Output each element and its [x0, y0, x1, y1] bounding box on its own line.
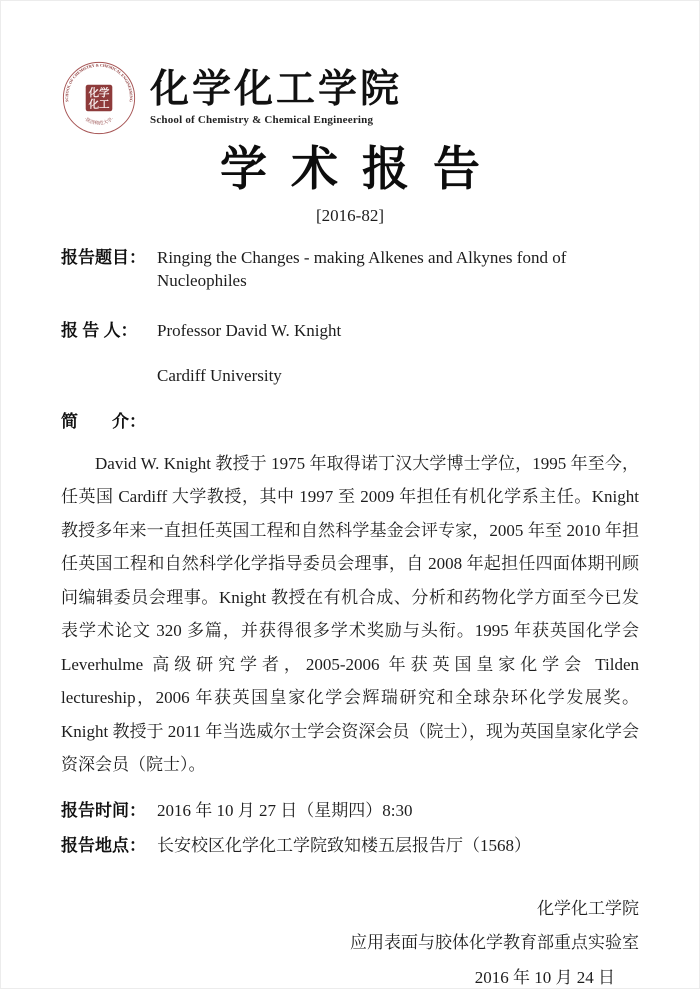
speaker-affiliation: Cardiff University: [157, 365, 282, 385]
school-name-chinese: 化学化工学院: [150, 68, 403, 112]
speaker-name: Professor David W. Knight: [157, 320, 342, 340]
svg-text:·陕西师范大学·: [83, 116, 115, 127]
report-title-value: Ringing the Changes - making Alkenes and Alkynes fond of Nucleophiles: [157, 248, 567, 290]
document-title: 学术报告: [220, 144, 504, 196]
footer-date: 2016 年 10 月 24 日: [474, 968, 615, 988]
report-time-value: 2016 年 10 月 27 日（星期四）8:30: [157, 800, 413, 820]
introduction-paragraph: David W. Knight 教授于 1975 年取得诺丁汉大学博士学位，1995 年至今，任英国 Cardiff 大学教授，其中 1997 至 2009 年担任有机化学系主任。Knight 教授多年来一直担任英国工程和自然科学基金会评专家，2005 年至 2010 年担任英国工程和自然科学化学指导委员会理事，自 2008 年起担任四面体期刊顾问编辑委员会理事。Knight 教授在有机合成、分析和药物化学方面至今已发表学术论文 320 多篇，并获得很多学术奖励与头衔。1995 年获英国化学会 Leverhulme 高级研究学者，2005-2006 年获英国皇家化学会 Tilden lectureship，2006 年获英国皇家化学会辉瑞研究和全球杂环化学发展奖。Knight 教授于 2011 年当选威尔士学会资深会员（院士），现为英国皇家化学会资深会员（院士）。: [61, 453, 639, 775]
introduction-row: [61, 411, 639, 434]
seal-center-text-line1: 化学: [88, 88, 110, 100]
speaker-row: [61, 320, 639, 343]
school-seal-icon: [61, 58, 137, 138]
footer-organizer-1: 化学化工学院: [537, 898, 639, 918]
report-location-row: [61, 835, 639, 858]
introduction-label: 简 介：: [61, 411, 146, 431]
school-name-english: School of Chemistry & Chemical Engineering: [150, 113, 374, 126]
report-time-row: [61, 800, 639, 823]
speaker-label: 报 告 人：: [61, 320, 138, 340]
seal-top-arc-text: SCHOOL OF CHEMISTRY & CHEMICAL ENGINEERING: [64, 62, 134, 103]
footer-signature-block: [61, 892, 639, 989]
seal-bottom-arc-text: ·陕西师范大学·: [83, 117, 115, 127]
report-title-row: [61, 247, 639, 293]
school-logo-block: [61, 57, 639, 139]
report-title-label: 报告题目：: [61, 248, 146, 268]
report-location-label: 报告地点：: [61, 835, 146, 855]
footer-organizer-2: 应用表面与胶体化学教育部重点实验室: [350, 933, 639, 953]
report-location-value: 长安校区化学化工学院致知楼五层报告厅（1568）: [157, 835, 531, 855]
seal-center-text-line2: 化工: [88, 99, 110, 111]
school-name-block: [150, 70, 402, 126]
announcement-number: [2016-82]: [316, 206, 384, 226]
report-time-label: 报告时间：: [61, 800, 146, 820]
